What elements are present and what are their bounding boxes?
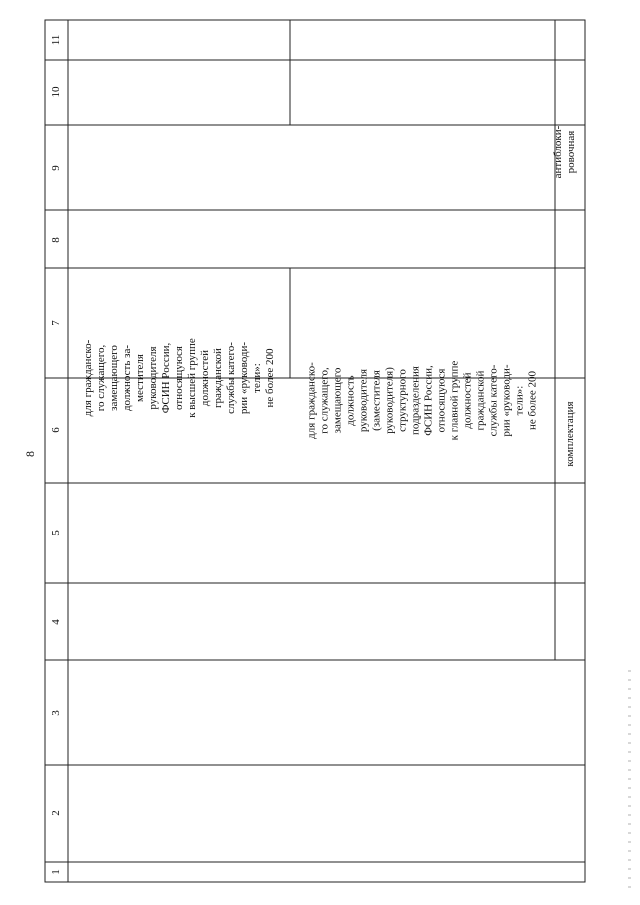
row-3-column-6-text: комплектация (563, 401, 576, 467)
page-number: 8 (23, 451, 37, 457)
row-2-column-7-text: для гражданско- го служащего, замещающего должность руководителя (заместителя руководителя) структурного подразделения ФСИН России, относящуюся к главной группе должностей гражданской службы катего- рии «руководи- тели»: не более 200 (305, 360, 538, 441)
column-number-9: 9 (50, 165, 62, 171)
column-number-10: 10 (50, 86, 62, 98)
column-number-6: 6 (50, 427, 62, 433)
column-number-4: 4 (50, 619, 62, 625)
row-3-column-9-text: антиблоки- ровочная (552, 125, 577, 179)
column-number-2: 2 (50, 810, 62, 816)
row-1-column-7-text: для гражданско- го служащего, замещающего должность за- местителя руководителя ФСИН России, относящуюся к высшей группе должностей гражданской службы катего- рии «руководи- тели»: не более 200 (81, 338, 276, 418)
column-number-8: 8 (50, 237, 62, 243)
column-number-7: 7 (50, 320, 62, 326)
scan-artifact (628, 670, 631, 890)
column-number-11: 11 (50, 34, 62, 46)
column-number-3: 3 (50, 710, 62, 716)
column-number-1: 1 (50, 869, 62, 875)
column-number-5: 5 (50, 530, 62, 536)
